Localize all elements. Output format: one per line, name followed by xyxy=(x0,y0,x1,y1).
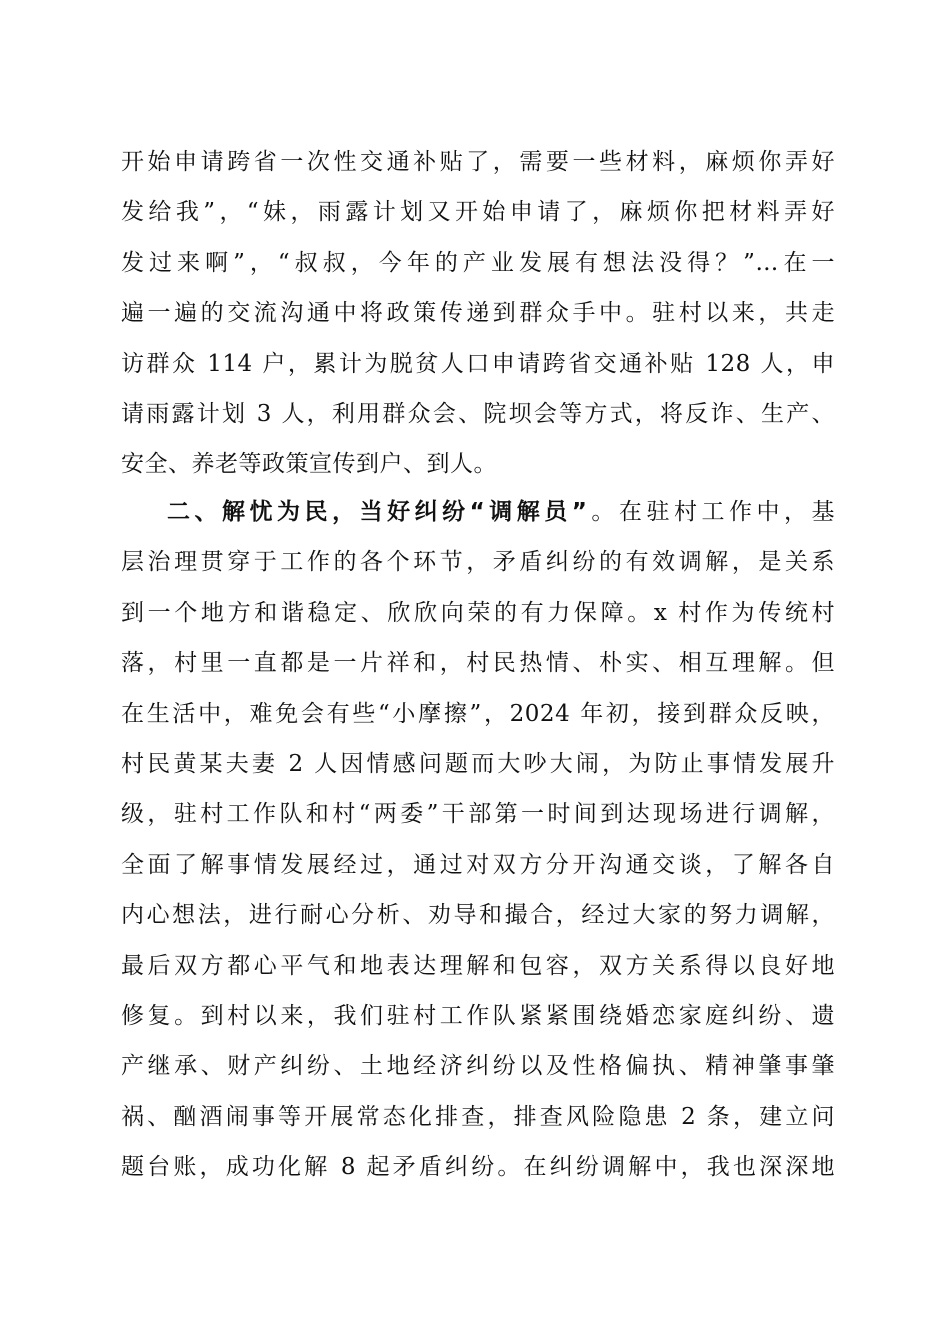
paragraph-line: 落，村里一直都是一片祥和，村民热情、朴实、相互理解。但 xyxy=(121,650,835,677)
paragraph-2 xyxy=(121,487,835,1192)
paragraph-line: 请雨露计划 3 人，利用群众会、院坝会等方式，将反诈、生产、 xyxy=(121,400,835,427)
paragraph-line: 开始申请跨省一次性交通补贴了，需要一些材料，麻烦你弄好 xyxy=(121,149,835,175)
paragraph-line: 村民黄某夫妻 2 人因情感问题而大吵大闹，为防止事情发展升 xyxy=(121,750,835,777)
paragraph-line: 级，驻村工作队和村“两委”干部第一时间到达现场进行调解， xyxy=(121,801,835,828)
paragraph-line: 修复。到村以来，我们驻村工作队紧紧围绕婚恋家庭纠纷、遗 xyxy=(121,1002,835,1029)
paragraph-line: 全面了解事情发展经过，通过对双方分开沟通交谈，了解各自 xyxy=(121,851,835,878)
paragraph-line: 发给我”，“妹，雨露计划又开始申请了，麻烦你把材料弄好 xyxy=(121,199,835,226)
paragraph-line: 安全、养老等政策宣传到户、到人。 xyxy=(121,451,497,478)
section-heading: 二、解忧为民，当好纠纷“调解员” xyxy=(167,499,588,525)
paragraph-first-line xyxy=(121,487,835,537)
paragraph-line: 遍一遍的交流沟通中将政策传递到群众手中。驻村以来，共走 xyxy=(121,300,835,327)
paragraph-line: 祸、酗酒闹事等开展常态化排查，排查风险隐患 2 条，建立问 xyxy=(121,1103,835,1130)
paragraph-line: 题台账，成功化解 8 起矛盾纠纷。在纠纷调解中，我也深深地 xyxy=(121,1154,835,1181)
paragraph-line: 最后双方都心平气和地表达理解和包容，双方关系得以良好地 xyxy=(121,952,835,979)
paragraph-line: 发过来啊”，“叔叔，今年的产业发展有想法没得？”…在一 xyxy=(121,249,835,276)
paragraph-line: 到一个地方和谐稳定、欣欣向荣的有力保障。x 村作为传统村 xyxy=(121,599,835,626)
paragraph-line: 访群众 114 户，累计为脱贫人口申请跨省交通补贴 128 人，申 xyxy=(121,350,835,377)
paragraph-1 xyxy=(121,137,835,490)
paragraph-line: 层治理贯穿于工作的各个环节，矛盾纠纷的有效调解，是关系 xyxy=(121,549,835,576)
paragraph-line: 产继承、财产纠纷、土地经济纠纷以及性格偏执、精神肇事肇 xyxy=(121,1053,835,1080)
heading-continuation: 。在驻村工作中，基 xyxy=(587,499,836,525)
paragraph-line: 内心想法，进行耐心分析、劝导和撮合，经过大家的努力调解， xyxy=(121,902,835,929)
paragraph-line: 在生活中，难免会有些“小摩擦”，2024 年初，接到群众反映， xyxy=(121,700,835,727)
